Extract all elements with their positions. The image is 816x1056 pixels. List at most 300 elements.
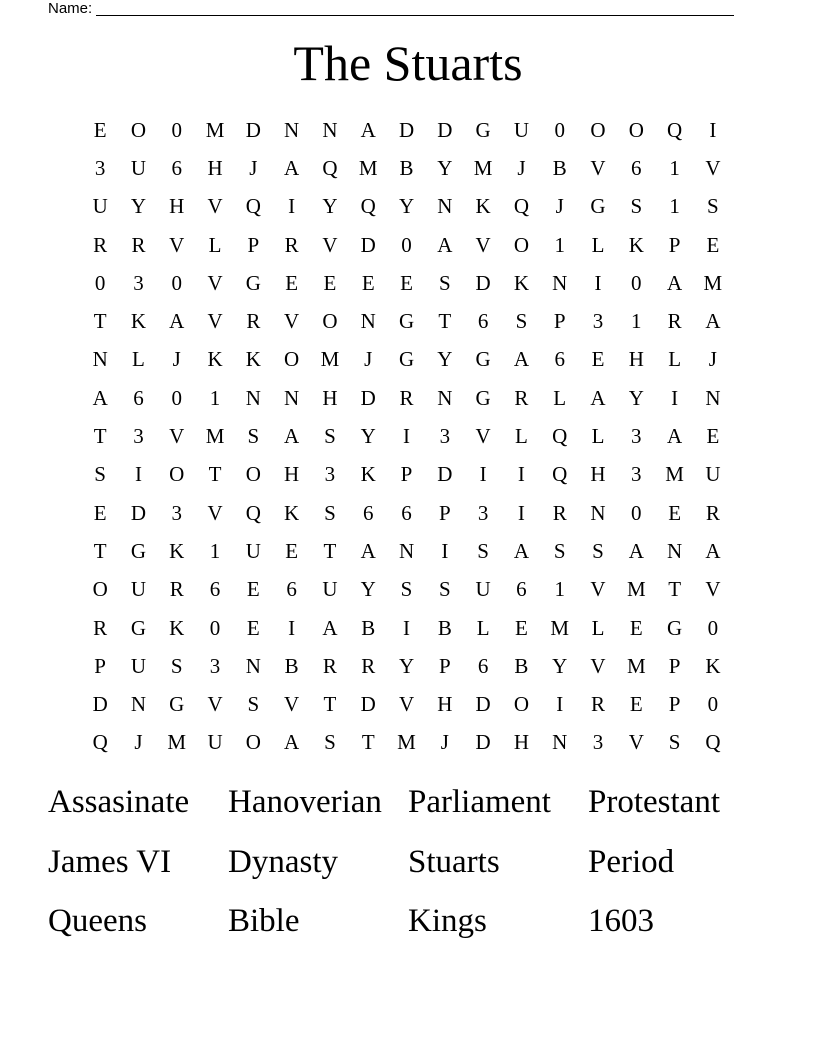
- grid-cell: U: [322, 577, 338, 602]
- grid-cell: Q: [513, 194, 529, 219]
- grid-cell: I: [517, 462, 525, 487]
- grid-cell: E: [706, 424, 720, 449]
- grid-cell: P: [668, 232, 681, 257]
- grid-cell: 3: [171, 500, 182, 525]
- grid-cell: M: [205, 424, 225, 449]
- grid-cell: M: [397, 730, 416, 755]
- grid-cell: J: [134, 730, 143, 755]
- grid-cell: A: [284, 730, 300, 755]
- grid-cell: L: [476, 615, 490, 640]
- grid-cell: S: [247, 424, 260, 449]
- grid-cell: L: [515, 424, 528, 449]
- grid-cell: R: [705, 500, 720, 525]
- grid-cell: 3: [631, 462, 642, 487]
- grid-cell: 6: [477, 653, 489, 678]
- grid-cell: M: [205, 117, 225, 142]
- grid-cell: U: [245, 538, 261, 563]
- grid-cell: P: [668, 653, 681, 678]
- grid-cell: 0: [707, 615, 719, 640]
- grid-cell: A: [513, 538, 529, 563]
- grid-cell: G: [398, 347, 415, 372]
- name-field: [48, 0, 734, 18]
- grid-cell: I: [403, 424, 411, 449]
- grid-cell: J: [440, 730, 449, 755]
- grid-cell: V: [284, 692, 300, 717]
- grid-cell: D: [475, 692, 491, 717]
- grid-cell: G: [169, 692, 185, 717]
- grid-cell: N: [705, 385, 721, 410]
- grid-cell: O: [628, 117, 644, 142]
- grid-cell: A: [360, 538, 376, 563]
- grid-cell: S: [515, 309, 528, 334]
- grid-cell: N: [590, 500, 606, 525]
- grid-cell: I: [288, 615, 296, 640]
- grid-cell: 0: [171, 270, 182, 295]
- grid-cell: 3: [209, 653, 221, 678]
- grid-cell: G: [130, 538, 147, 563]
- grid-cell: B: [437, 615, 452, 640]
- word-list-item: Assasinate: [48, 784, 190, 821]
- word-list-item: James VI: [48, 843, 172, 880]
- grid-cell: D: [245, 117, 261, 142]
- grid-cell: D: [398, 117, 415, 142]
- grid-cell: R: [284, 232, 299, 257]
- grid-cell: P: [94, 653, 106, 678]
- grid-cell: U: [207, 730, 223, 755]
- grid-cell: L: [591, 615, 605, 640]
- grid-cell: L: [208, 232, 222, 257]
- grid-cell: N: [437, 385, 453, 410]
- grid-cell: D: [437, 117, 453, 142]
- grid-cell: A: [705, 309, 721, 334]
- grid-cell: P: [668, 692, 681, 717]
- grid-cell: K: [169, 538, 185, 563]
- grid-cell: E: [629, 692, 643, 717]
- grid-cell: D: [360, 385, 376, 410]
- grid-cell: 0: [631, 270, 642, 295]
- grid-cell: T: [668, 577, 682, 602]
- word-list-item: Dynasty: [228, 843, 338, 880]
- grid-cell: O: [284, 347, 300, 372]
- grid-cell: E: [515, 615, 528, 640]
- grid-cell: Q: [552, 424, 568, 449]
- grid-cell: U: [475, 577, 491, 602]
- grid-cell: I: [479, 462, 487, 487]
- grid-cell: T: [323, 692, 337, 717]
- grid-cell: T: [93, 538, 107, 563]
- grid-cell: E: [285, 538, 299, 563]
- grid-cell: Y: [130, 194, 147, 219]
- grid-cell: 1: [209, 385, 221, 410]
- grid-cell: V: [169, 232, 185, 257]
- grid-cell: E: [591, 347, 605, 372]
- grid-cell: J: [249, 155, 258, 180]
- grid-cell: M: [626, 577, 646, 602]
- grid-cell: O: [513, 692, 529, 717]
- grid-cell: K: [284, 500, 300, 525]
- grid-cell: Q: [705, 730, 721, 755]
- grid-cell: E: [246, 577, 260, 602]
- grid-cell: A: [705, 538, 721, 563]
- grid-cell: H: [207, 155, 223, 180]
- grid-cell: I: [441, 538, 449, 563]
- grid-cell: S: [324, 500, 336, 525]
- grid-cell: P: [438, 653, 451, 678]
- grid-cell: N: [667, 538, 683, 563]
- grid-cell: U: [130, 577, 147, 602]
- grid-cell: T: [361, 730, 375, 755]
- grid-cell: K: [360, 462, 376, 487]
- grid-cell: G: [667, 615, 683, 640]
- grid-cell: G: [398, 309, 415, 334]
- grid-cell: Q: [552, 462, 568, 487]
- grid-cell: 1: [554, 577, 565, 602]
- word-list-item: Queens: [48, 903, 147, 940]
- grid-cell: 0: [631, 500, 642, 525]
- grid-cell: A: [513, 347, 529, 372]
- grid-cell: O: [322, 309, 338, 334]
- grid-cell: E: [629, 615, 643, 640]
- grid-cell: V: [590, 653, 606, 678]
- word-list-item: Stuarts: [408, 843, 500, 880]
- grid-cell: Y: [398, 194, 415, 219]
- grid-cell: V: [590, 155, 606, 180]
- grid-cell: 0: [209, 615, 221, 640]
- grid-cell: G: [475, 347, 491, 372]
- grid-cell: J: [172, 347, 181, 372]
- grid-cell: N: [322, 117, 338, 142]
- grid-cell: V: [207, 500, 223, 525]
- grid-cell: R: [93, 615, 108, 640]
- grid-cell: O: [245, 462, 261, 487]
- word-list: [48, 773, 768, 952]
- grid-cell: Q: [245, 194, 261, 219]
- grid-cell: R: [322, 653, 337, 678]
- grid-cell: L: [132, 347, 145, 372]
- grid-cell: 3: [439, 424, 451, 449]
- grid-cell: S: [592, 538, 604, 563]
- grid-cell: Q: [245, 500, 261, 525]
- grid-cell: Q: [322, 155, 338, 180]
- grid-cell: G: [130, 615, 147, 640]
- grid-cell: 0: [401, 232, 412, 257]
- grid-cell: 6: [554, 347, 565, 372]
- grid-cell: A: [284, 424, 300, 449]
- grid-cell: S: [247, 692, 260, 717]
- grid-cell: N: [130, 692, 147, 717]
- grid-cell: D: [360, 232, 376, 257]
- grid-cell: H: [590, 462, 606, 487]
- grid-cell: I: [671, 385, 679, 410]
- grid-cell: T: [208, 462, 222, 487]
- grid-cell: J: [364, 347, 373, 372]
- grid-cell: Y: [437, 155, 453, 180]
- grid-cell: N: [552, 270, 568, 295]
- grid-cell: S: [94, 462, 106, 487]
- grid-cell: N: [245, 385, 261, 410]
- grid-cell: 1: [554, 232, 565, 257]
- grid-cell: R: [361, 653, 376, 678]
- grid-cell: 0: [171, 117, 182, 142]
- grid-cell: K: [130, 309, 147, 334]
- word-list-item: Hanoverian: [228, 784, 382, 821]
- grid-cell: I: [594, 270, 602, 295]
- grid-cell: 3: [133, 270, 144, 295]
- grid-cell: 6: [133, 385, 144, 410]
- grid-cell: H: [169, 194, 185, 219]
- grid-cell: A: [169, 309, 185, 334]
- grid-cell: M: [626, 653, 646, 678]
- grid-cell: M: [358, 155, 378, 180]
- grid-cell: R: [169, 577, 184, 602]
- grid-cell: J: [517, 155, 526, 180]
- grid-cell: D: [360, 692, 376, 717]
- grid-cell: V: [628, 730, 644, 755]
- grid-cell: M: [665, 462, 684, 487]
- grid-cell: V: [322, 232, 338, 257]
- grid-cell: P: [438, 500, 451, 525]
- grid-cell: O: [513, 232, 529, 257]
- grid-cell: V: [207, 692, 223, 717]
- grid-cell: 3: [133, 424, 144, 449]
- grid-cell: A: [360, 117, 376, 142]
- grid-cell: J: [555, 194, 564, 219]
- grid-cell: V: [705, 577, 721, 602]
- grid-cell: H: [437, 692, 453, 717]
- grid-cell: Y: [322, 194, 338, 219]
- grid-cell: M: [550, 615, 570, 640]
- grid-cell: A: [667, 270, 683, 295]
- grid-cell: G: [475, 117, 491, 142]
- grid-cell: A: [590, 385, 606, 410]
- grid-cell: R: [131, 232, 146, 257]
- grid-cell: E: [93, 117, 107, 142]
- grid-cell: L: [553, 385, 567, 410]
- grid-cell: A: [628, 538, 644, 563]
- grid-cell: R: [591, 692, 606, 717]
- grid-cell: 3: [631, 424, 642, 449]
- grid-cell: 3: [94, 155, 106, 180]
- grid-cell: D: [437, 462, 453, 487]
- grid-cell: D: [475, 730, 491, 755]
- grid-cell: J: [708, 347, 717, 372]
- grid-cell: Y: [398, 653, 415, 678]
- grid-cell: E: [400, 270, 413, 295]
- grid-cell: L: [668, 347, 682, 372]
- grid-cell: S: [324, 424, 336, 449]
- grid-cell: R: [552, 500, 567, 525]
- grid-cell: O: [169, 462, 185, 487]
- grid-cell: V: [590, 577, 606, 602]
- grid-cell: N: [437, 194, 453, 219]
- grid-cell: Y: [360, 424, 376, 449]
- grid-cell: N: [284, 117, 300, 142]
- grid-cell: I: [709, 117, 717, 142]
- grid-cell: A: [437, 232, 453, 257]
- grid-cell: M: [167, 730, 187, 755]
- grid-cell: S: [324, 730, 336, 755]
- grid-cell: Y: [628, 385, 644, 410]
- grid-cell: V: [284, 309, 300, 334]
- grid-cell: I: [403, 615, 411, 640]
- grid-cell: V: [207, 270, 223, 295]
- grid-cell: L: [591, 232, 605, 257]
- grid-cell: N: [92, 347, 108, 372]
- grid-cell: E: [361, 270, 375, 295]
- grid-cell: K: [207, 347, 223, 372]
- grid-cell: 6: [286, 577, 297, 602]
- grid-cell: 1: [669, 194, 680, 219]
- grid-cell: U: [92, 194, 108, 219]
- grid-cell: H: [628, 347, 644, 372]
- grid-cell: 0: [707, 692, 719, 717]
- grid-cell: S: [170, 653, 183, 678]
- grid-cell: S: [400, 577, 413, 602]
- grid-cell: O: [92, 577, 108, 602]
- grid-cell: R: [399, 385, 414, 410]
- grid-cell: Y: [437, 347, 453, 372]
- grid-cell: R: [93, 232, 108, 257]
- grid-cell: K: [628, 232, 644, 257]
- grid-cell: 3: [324, 462, 336, 487]
- grid-cell: L: [591, 424, 605, 449]
- grid-cell: R: [246, 309, 261, 334]
- grid-cell: B: [361, 615, 376, 640]
- grid-cell: S: [438, 577, 451, 602]
- grid-cell: 3: [592, 730, 604, 755]
- grid-cell: N: [245, 653, 261, 678]
- grid-cell: Q: [92, 730, 108, 755]
- grid-cell: 6: [209, 577, 221, 602]
- grid-cell: 0: [554, 117, 565, 142]
- grid-cell: B: [514, 653, 529, 678]
- grid-cell: G: [590, 194, 606, 219]
- grid-cell: D: [92, 692, 108, 717]
- grid-cell: 1: [669, 155, 680, 180]
- grid-cell: 3: [477, 500, 489, 525]
- grid-cell: H: [513, 730, 529, 755]
- grid-cell: 0: [171, 385, 182, 410]
- grid-cell: Q: [360, 194, 376, 219]
- grid-cell: U: [705, 462, 721, 487]
- grid-cell: D: [130, 500, 147, 525]
- grid-cell: K: [169, 615, 185, 640]
- grid-cell: Y: [552, 653, 568, 678]
- grid-cell: E: [706, 232, 720, 257]
- grid-cell: G: [245, 270, 261, 295]
- grid-cell: S: [438, 270, 451, 295]
- grid-cell: O: [130, 117, 147, 142]
- grid-cell: 6: [171, 155, 182, 180]
- grid-cell: V: [207, 194, 223, 219]
- grid-cell: N: [552, 730, 568, 755]
- grid-cell: Y: [360, 577, 376, 602]
- grid-cell: T: [323, 538, 337, 563]
- page-title: The Stuarts: [293, 35, 523, 91]
- grid-cell: N: [360, 309, 376, 334]
- grid-cell: E: [93, 500, 107, 525]
- grid-cell: T: [438, 309, 452, 334]
- grid-cell: U: [130, 653, 147, 678]
- name-line: [96, 15, 734, 16]
- grid-cell: S: [553, 538, 566, 563]
- grid-cell: T: [93, 309, 107, 334]
- grid-cell: I: [288, 194, 296, 219]
- grid-cell: 1: [631, 309, 642, 334]
- word-list-item: Bible: [228, 903, 300, 940]
- grid-cell: K: [705, 653, 721, 678]
- grid-cell: 0: [94, 270, 106, 295]
- grid-cell: B: [284, 653, 299, 678]
- grid-cell: R: [667, 309, 682, 334]
- grid-cell: I: [556, 692, 564, 717]
- grid-cell: A: [322, 615, 338, 640]
- grid-cell: Q: [667, 117, 683, 142]
- grid-cell: A: [667, 424, 683, 449]
- grid-cell: N: [398, 538, 415, 563]
- grid-cell: S: [668, 730, 681, 755]
- grid-cell: D: [475, 270, 491, 295]
- grid-cell: I: [517, 500, 525, 525]
- grid-cell: T: [93, 424, 107, 449]
- grid-cell: V: [169, 424, 185, 449]
- grid-cell: A: [284, 155, 300, 180]
- grid-cell: E: [246, 615, 260, 640]
- grid-cell: U: [130, 155, 147, 180]
- grid-cell: 6: [477, 309, 489, 334]
- grid-cell: K: [245, 347, 261, 372]
- grid-cell: V: [475, 424, 491, 449]
- grid-cell: R: [514, 385, 529, 410]
- grid-cell: 1: [209, 538, 221, 563]
- grid-cell: M: [320, 347, 340, 372]
- grid-cell: V: [705, 155, 721, 180]
- word-list-item: 1603: [588, 903, 654, 940]
- grid-cell: P: [553, 309, 566, 334]
- grid-cell: B: [399, 155, 414, 180]
- grid-cell: V: [398, 692, 415, 717]
- grid-cell: 6: [362, 500, 374, 525]
- grid-cell: M: [703, 270, 723, 295]
- grid-cell: 6: [401, 500, 412, 525]
- grid-cell: N: [284, 385, 300, 410]
- word-list-item: Parliament: [408, 784, 551, 821]
- grid-cell: S: [707, 194, 719, 219]
- grid-cell: 3: [592, 309, 604, 334]
- grid-cell: O: [245, 730, 261, 755]
- word-list-item: Protestant: [588, 784, 720, 821]
- word-list-item: Period: [588, 843, 675, 880]
- grid-cell: V: [207, 309, 223, 334]
- grid-cell: P: [400, 462, 413, 487]
- word-search-grid: [81, 111, 732, 762]
- grid-cell: K: [513, 270, 529, 295]
- name-label: Name:: [48, 0, 93, 17]
- grid-cell: S: [477, 538, 489, 563]
- grid-cell: E: [668, 500, 682, 525]
- grid-cell: K: [475, 194, 491, 219]
- grid-cell: U: [513, 117, 529, 142]
- grid-cell: M: [473, 155, 493, 180]
- grid-cell: 6: [516, 577, 527, 602]
- grid-cell: I: [134, 462, 142, 487]
- grid-cell: B: [552, 155, 567, 180]
- grid-cell: A: [92, 385, 108, 410]
- grid-cell: H: [322, 385, 338, 410]
- word-list-item: Kings: [408, 903, 487, 940]
- grid-cell: P: [247, 232, 260, 257]
- grid-cell: E: [285, 270, 299, 295]
